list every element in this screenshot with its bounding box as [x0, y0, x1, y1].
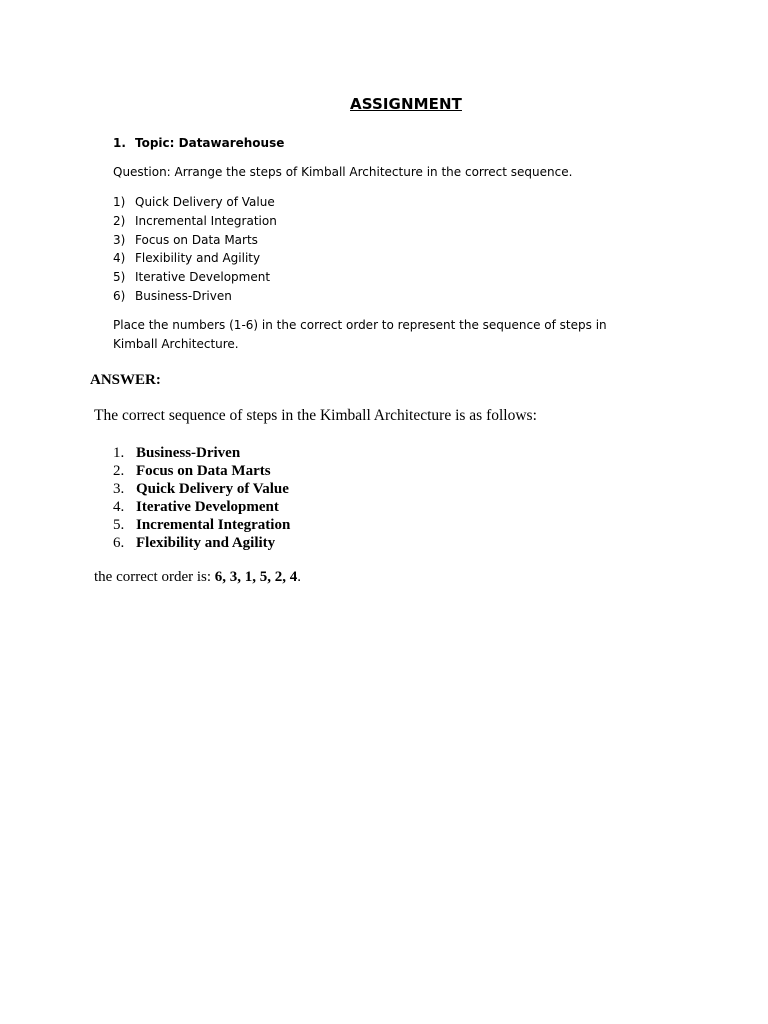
list-item — [113, 498, 290, 516]
steps-list — [113, 193, 277, 306]
order-value: 6, 3, 1, 5, 2, 4 — [214, 569, 298, 585]
answer-text: Focus on Data Marts — [136, 463, 271, 479]
step-number: 2) — [113, 213, 126, 228]
step-text: Incremental Integration — [135, 213, 277, 228]
answer-text: Iterative Development — [136, 499, 279, 515]
step-number: 6) — [113, 288, 126, 303]
answer-text: Incremental Integration — [136, 517, 291, 533]
answer-number: 3. — [113, 481, 125, 497]
step-text: Quick Delivery of Value — [135, 195, 275, 209]
topic-heading — [113, 136, 284, 150]
step-number: 3) — [113, 232, 126, 247]
list-item — [113, 462, 290, 480]
answer-text: Business-Driven — [136, 445, 241, 461]
answer-number: 1. — [113, 445, 125, 461]
list-item — [113, 231, 277, 250]
topic-number: 1. — [113, 136, 126, 150]
list-item — [113, 249, 277, 268]
answer-text: Quick Delivery of Value — [136, 481, 289, 497]
step-number: 1) — [113, 195, 126, 209]
list-item — [113, 287, 277, 306]
list-item — [113, 534, 290, 552]
answer-intro: The correct sequence of steps in the Kimball Architecture is as follows: — [94, 407, 537, 424]
order-suffix: . — [297, 569, 302, 585]
answer-text: Flexibility and Agility — [136, 535, 276, 551]
answer-number: 4. — [113, 499, 125, 515]
answer-number: 5. — [113, 517, 125, 533]
instruction-text: Place the numbers (1-6) in the correct order to represent the sequence of steps in Kimball Architecture. — [113, 318, 607, 351]
step-number: 5) — [113, 270, 126, 285]
question-text: Question: Arrange the steps of Kimball Architecture in the correct sequence. — [113, 165, 573, 179]
list-item — [113, 444, 290, 462]
step-text: Iterative Development — [135, 270, 271, 285]
correct-order-line — [94, 569, 301, 586]
answer-sequence-list — [113, 444, 290, 552]
step-number: 4) — [113, 251, 126, 266]
topic-text: Topic: Datawarehouse — [135, 136, 285, 150]
step-text: Business-Driven — [135, 288, 232, 303]
document-title: ASSIGNMENT — [350, 95, 462, 113]
answer-heading: ANSWER: — [90, 372, 161, 388]
list-item — [113, 193, 277, 212]
answer-number: 2. — [113, 463, 125, 479]
list-item — [113, 268, 277, 287]
answer-number: 6. — [113, 535, 125, 551]
step-text: Focus on Data Marts — [135, 232, 258, 247]
list-item — [113, 480, 290, 498]
list-item — [113, 516, 290, 534]
order-prefix: the correct order is: — [94, 569, 215, 585]
step-text: Flexibility and Agility — [135, 251, 261, 266]
list-item — [113, 212, 277, 231]
